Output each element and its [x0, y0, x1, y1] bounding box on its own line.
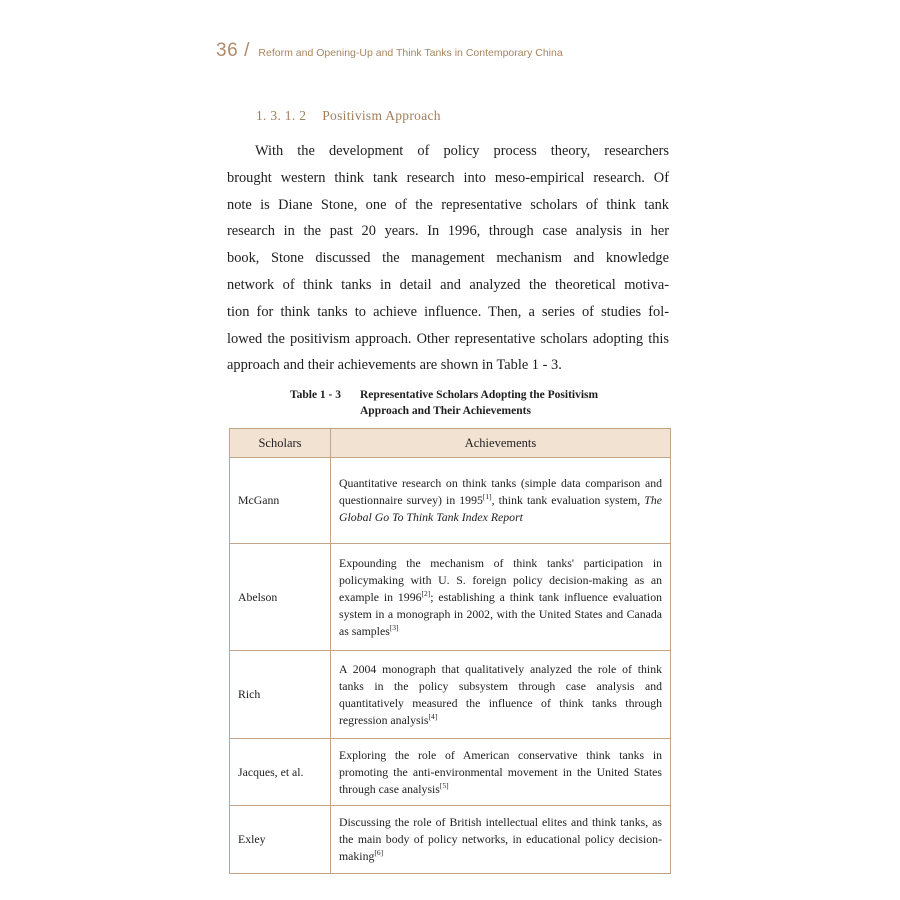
scholar-cell: Exley: [230, 806, 331, 874]
paragraph-line: tion for think tanks to achieve influence. Then, a series of studies fol-: [227, 303, 669, 320]
achievement-cell: [331, 458, 671, 544]
table-caption: [290, 387, 630, 419]
citation-ref: [2]: [421, 588, 431, 598]
table-row: [230, 458, 671, 544]
achievement-cell: [331, 651, 671, 739]
table-header-row: [230, 429, 671, 458]
paragraph-line: brought western think tank research into meso-empirical research. Of: [227, 169, 669, 186]
paragraph-line: approach and their achievements are shown in Table 1 - 3.: [227, 357, 562, 374]
citation-ref: [5]: [439, 780, 449, 790]
paragraph-line: research in the past 20 years. In 1996, through case analysis in her: [227, 223, 669, 240]
achievement-text: Discussing the role of British intellectual elites and think tanks, as the main body of policy networks, in educational policy decision-making: [339, 815, 662, 863]
table-caption-label: Table 1 - 3: [290, 389, 342, 401]
paragraph-line: note is Diane Stone, one of the representative scholars of think tank: [227, 196, 669, 213]
achievement-text: Quantitative research on think tanks (simple data comparison and questionnaire survey) in 1995: [339, 476, 662, 507]
scholar-cell: McGann: [230, 458, 331, 544]
paragraph-line: lowed the positivism approach. Other representative scholars adopting this: [227, 330, 669, 347]
scholar-cell: Rich: [230, 651, 331, 739]
citation-ref: [3]: [389, 622, 399, 632]
scholars-table: [229, 428, 671, 874]
section-heading: [256, 108, 441, 124]
table-caption-title: Representative Scholars Adopting the Positivism Approach and Their Achievements: [360, 389, 599, 417]
scholar-cell: Abelson: [230, 544, 331, 651]
achievement-cell: [331, 544, 671, 651]
paragraph-line: network of think tanks in detail and analyzed the theoretical motiva-: [227, 276, 669, 293]
citation-ref: [6]: [374, 848, 384, 858]
citation-ref: [4]: [428, 711, 438, 721]
body-paragraph: [227, 138, 669, 379]
scholar-cell: Jacques, et al.: [230, 739, 331, 806]
achievement-cell: [331, 806, 671, 874]
report-title: The Global Go To Think Tank Index Report: [339, 493, 662, 524]
achievement-text: A 2004 monograph that qualitatively analyzed the role of think tanks in the policy subsystem through case analysis and quantitatively measured the influence of think tanks through regression analysis: [339, 661, 662, 727]
page-header: [216, 40, 563, 62]
paragraph-line: book, Stone discussed the management mechanism and knowledge: [227, 250, 669, 267]
achievement-text: Exploring the role of American conservative think tanks in promoting the anti-environmental movement in the United States through case analysis: [339, 747, 662, 796]
achievement-text: ; establishing a think tank influence evaluation system in a monograph in 2002, with the United States and Canada as samples: [339, 589, 662, 638]
table-row: [230, 651, 671, 739]
achievement-cell: [331, 739, 671, 806]
citation-ref: [1]: [482, 492, 492, 502]
achievement-text: Expounding the mechanism of think tanks' participation in policymaking with U. S. foreign policy decision-making as an example in 1996: [339, 555, 662, 604]
section-title: Positivism Approach: [322, 108, 441, 123]
column-header-achievements: Achievements: [331, 429, 671, 458]
table-row: [230, 739, 671, 806]
achievement-text: , think tank evaluation system,: [491, 493, 645, 507]
running-title: Reform and Opening-Up and Think Tanks in Contemporary China: [258, 47, 563, 59]
header-separator: /: [244, 40, 250, 61]
table-row: [230, 544, 671, 651]
page-number: 36: [216, 40, 239, 61]
section-number: 1. 3. 1. 2: [256, 108, 307, 123]
paragraph-line: With the development of policy process theory, researchers: [255, 143, 669, 159]
table-row: [230, 806, 671, 874]
column-header-scholars: Scholars: [230, 429, 331, 458]
